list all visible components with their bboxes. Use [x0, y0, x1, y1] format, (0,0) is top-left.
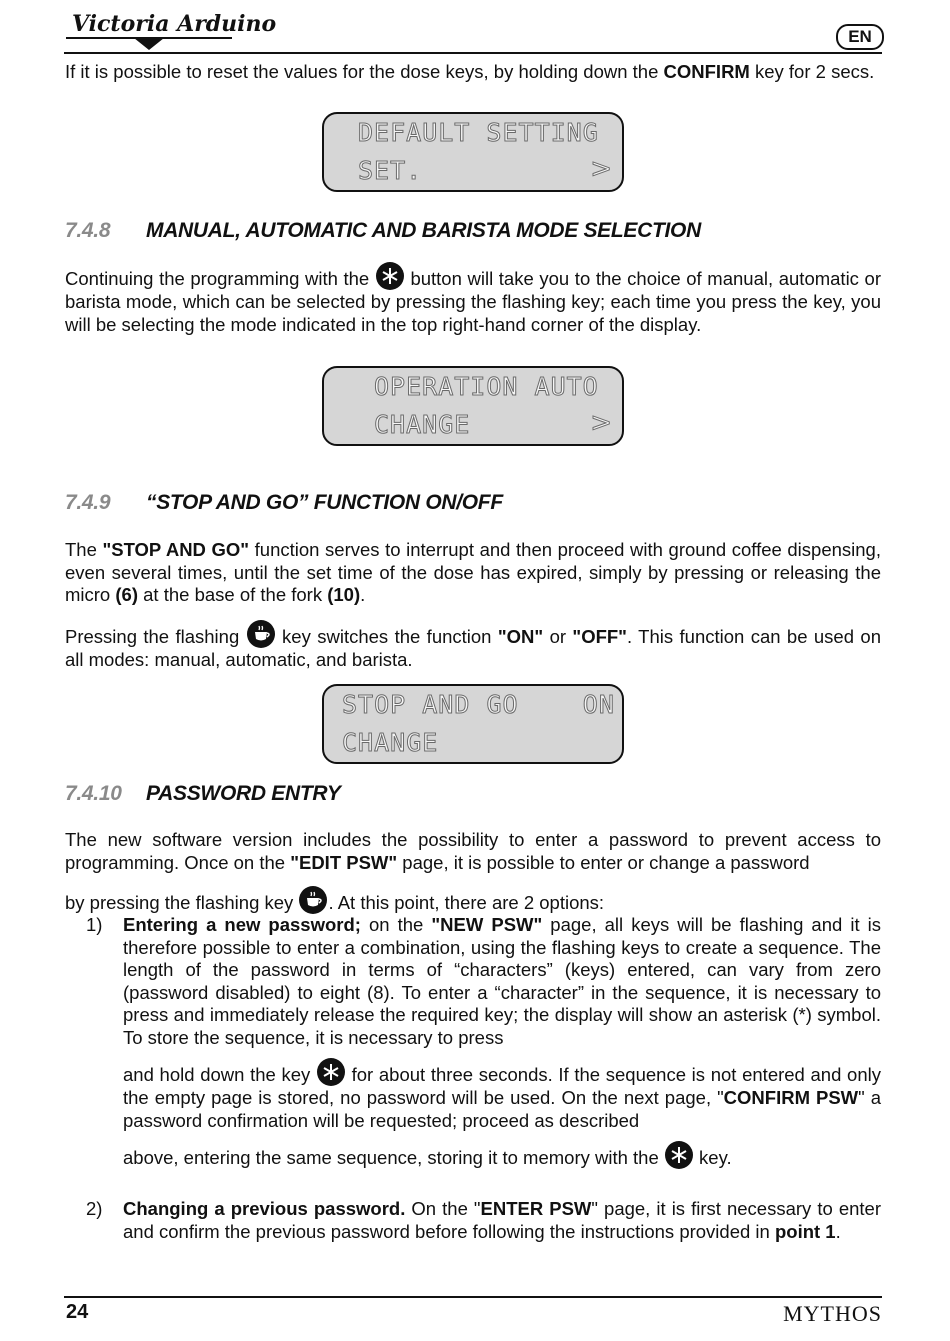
paragraph-password-options: by pressing the flashing key . At this point, there are 2 options:: [65, 885, 881, 915]
logo-text: Victoria Arduino: [72, 11, 277, 37]
lcd-line-2: CHANGE: [342, 728, 439, 757]
section-heading-7-4-9: 7.4.9 “STOP AND GO” FUNCTION ON/OFF: [65, 491, 503, 514]
paragraph-stop-and-go: The "STOP AND GO" function serves to interrupt and then proceed with ground coffee dispensing, even several times, until the set time of the dose has expired, simply by pressing or releasing the micro (6) at the base of the fork (10).: [65, 539, 881, 605]
lcd-line-1: OPERATION AUTO: [374, 372, 599, 401]
footer-model-name: MYTHOS: [783, 1301, 882, 1326]
section-heading-7-4-10: 7.4.10 PASSWORD ENTRY: [65, 782, 341, 805]
snowflake-key-icon: [316, 1057, 346, 1087]
lcd-arrow: >: [590, 408, 612, 438]
lcd-display-default-setting: [322, 112, 624, 192]
lcd-display-stop-and-go: [322, 684, 624, 764]
lcd-line-1: STOP AND GO ON: [342, 690, 615, 719]
lcd-line-2: SET.: [358, 156, 423, 185]
lcd-arrow: >: [590, 154, 612, 184]
coffee-cup-key-icon: [298, 885, 328, 915]
coffee-cup-key-icon: [246, 619, 276, 649]
language-badge: EN: [836, 24, 884, 50]
paragraph-stop-and-go-toggle: Pressing the flashing key switches the function "ON" or "OFF". This function can be used on all modes: manual, automatic, and barista.: [65, 619, 881, 672]
lcd-line-2: CHANGE: [374, 410, 471, 439]
page-number: 24: [66, 1301, 89, 1323]
intro-paragraph: If it is possible to reset the values for the dose keys, by holding down the CONFIRM key for 2 secs.: [65, 61, 875, 82]
lcd-line-1: DEFAULT SETTING: [358, 118, 599, 147]
victoria-arduino-logo: [64, 4, 277, 54]
footer-rule: [64, 1296, 882, 1298]
list-item: 1) Entering a new password; on the "NEW PSW" page, all keys will be flashing and it is therefore possible to enter a combination, using the flashing keys to create a sequence. The length of the password in terms of “characters” (keys) entered, can vary from zero (password disabled) to eight (8). To enter a “character” in the sequence, it is necessary to press and immediately release the required key; the display will show an asterisk (*) symbol. To store the sequence, it is necessary to press and hold down the key for about three seconds. If the sequence is not entered and only the empty page is stored, no password will be used. On the next page, "CONFIRM PSW" a password confirmation will be requested; proceed as described above, entering the same sequence, storing it to memory with the key.: [86, 914, 881, 1168]
snowflake-key-icon: [664, 1140, 694, 1170]
header-rule: [64, 52, 882, 54]
list-item: 2) Changing a previous password. On the "ENTER PSW" page, it is first necessary to enter and confirm the previous password before following the instructions provided in point 1.: [86, 1198, 881, 1242]
paragraph-mode-selection: Continuing the programming with the button will take you to the choice of manual, automatic or barista mode, which can be selected by pressing the flashing key; each time you press the key, you will be selecting the mode indicated in the top right-hand corner of the display.: [65, 261, 881, 336]
lcd-display-operation: [322, 366, 624, 446]
section-heading-7-4-8: 7.4.8 MANUAL, AUTOMATIC AND BARISTA MODE SELECTION: [65, 219, 701, 242]
snowflake-key-icon: [375, 261, 405, 291]
paragraph-password-intro: The new software version includes the possibility to enter a password to prevent access to programming. Once on the "EDIT PSW" page, it is possible to enter or change a password: [65, 829, 881, 873]
